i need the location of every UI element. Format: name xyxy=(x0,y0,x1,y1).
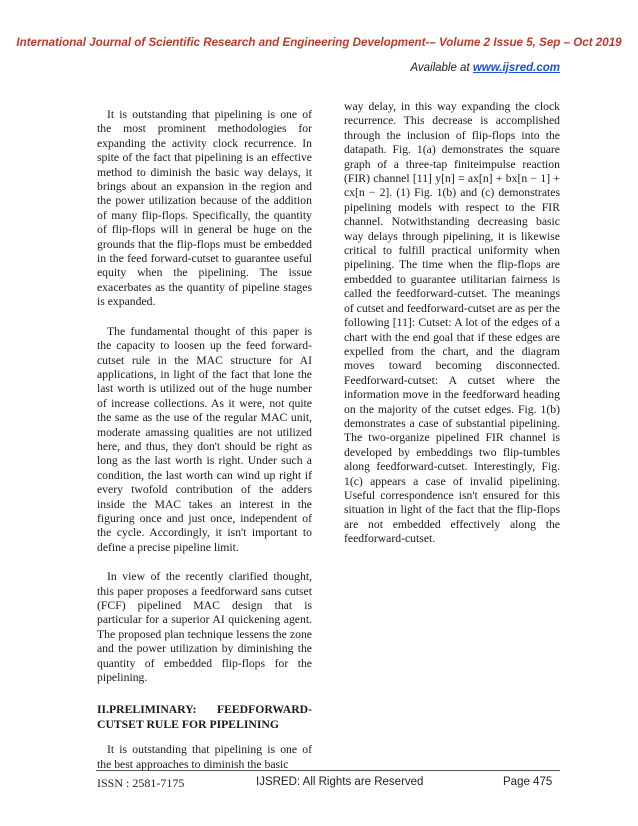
body-paragraph: The fundamental thought of this paper is the capacity to loosen up the feed forward-cutset rule in the MAC structure for AI applications, in light of the fact that lone the last worth is utilized out of the huge number of increase collections. As it were, not quite the same as the use of the regular MAC unit, moderate amassing qualities are not utilized here, and thus, they don't should be right as long as the last worth is right. Under such a condition, the last worth can wind up right if every twofold contribution of the adders inside the MAC takes an interest in the figuring once and just once, independent of the cycle. Accordingly, it isn't important to define a precise pipeline limit. xyxy=(97,324,312,554)
body-paragraph: It is outstanding that pipelining is one of the best approaches to diminish the basic xyxy=(97,743,312,771)
footer-divider xyxy=(96,770,560,771)
footer-rights: IJSRED: All Rights are Reserved xyxy=(256,776,424,788)
section-heading: II.PRELIMINARY: FEEDFORWARD-CUTSET RULE FOR PIPELINING xyxy=(97,703,312,731)
journal-title: International Journal of Scientific Research and Engineering Development-– Volume 2 Issue 5, Sep – Oct 2019 xyxy=(16,36,622,49)
body-paragraph: It is outstanding that pipelining is one of the most prominent methodologies for expanding the activity clock recurrence. In spite of the fact that pipelining is an effective method to diminish the basic way delays, it brings about an expansion in the region and the power utilization because of the addition of many flip-flops. Specifically, the quantity of flip-flops will in general be huge on the grounds that the flip-flops must be embedded in the feed forward-cutset to guarantee useful equity when the pipelining. The issue exacerbates as the quantity of pipeline stages is expanded. xyxy=(97,108,312,309)
body-paragraph: In view of the recently clarified thought, this paper proposes a feedforward sans cutset (FCF) pipelined MAC design that is particular for a superior AI quickening agent. The proposed plan technique lessens the zone and the power utilization by diminishing the quantity of embedded flip-flops for the pipelining. xyxy=(97,570,312,685)
left-column xyxy=(97,108,312,787)
footer-issn: ISSN : 2581-7175 xyxy=(97,776,185,790)
journal-website-link[interactable]: www.ijsred.com xyxy=(472,62,560,74)
right-column xyxy=(344,100,560,562)
available-prefix: Available at xyxy=(410,62,473,74)
footer-page-number: Page 475 xyxy=(503,776,553,788)
availability-line xyxy=(410,62,560,74)
body-paragraph: way delay, in this way expanding the clock recurrence. This decrease is accomplished through the inclusion of flip-flops into the datapath. Fig. 1(a) demonstrates the square graph of a three-tap finiteimpulse reaction (FIR) channel [11] y[n] = ax[n] + bx[n − 1] + cx[n − 2]. (1) Fig. 1(b) and (c) demonstrates pipelining models with respect to the FIR channel. Notwithstanding decreasing basic way delays through pipelining, it is likewise critical to fulfill practical uniformity when pipelining. The time when the flip-flops are embedded to guarantee utilitarian fairness is called the feedforward-cutset. The meanings of cutset and feedforward-cutset are as per the following [11]: Cutset: A lot of the edges of a chart with the end goal that if these edges are expelled from the chart, and the diagram moves toward becoming disconnected. Feedforward-cutset: A cutset where the information move in the feedforward heading on the majority of the cutset edges. Fig. 1(b) demonstrates a case of substantial pipelining. The two-organize pipelined FIR channel is developed by embeddings two flip-tumbles along feedforward-cutset. Interestingly, Fig. 1(c) appears a case of invalid pipelining. Useful correspondence isn't ensured for this situation in light of the fact that the flip-flops are not embedded effectively along the feedforward-cutset. xyxy=(344,100,560,546)
